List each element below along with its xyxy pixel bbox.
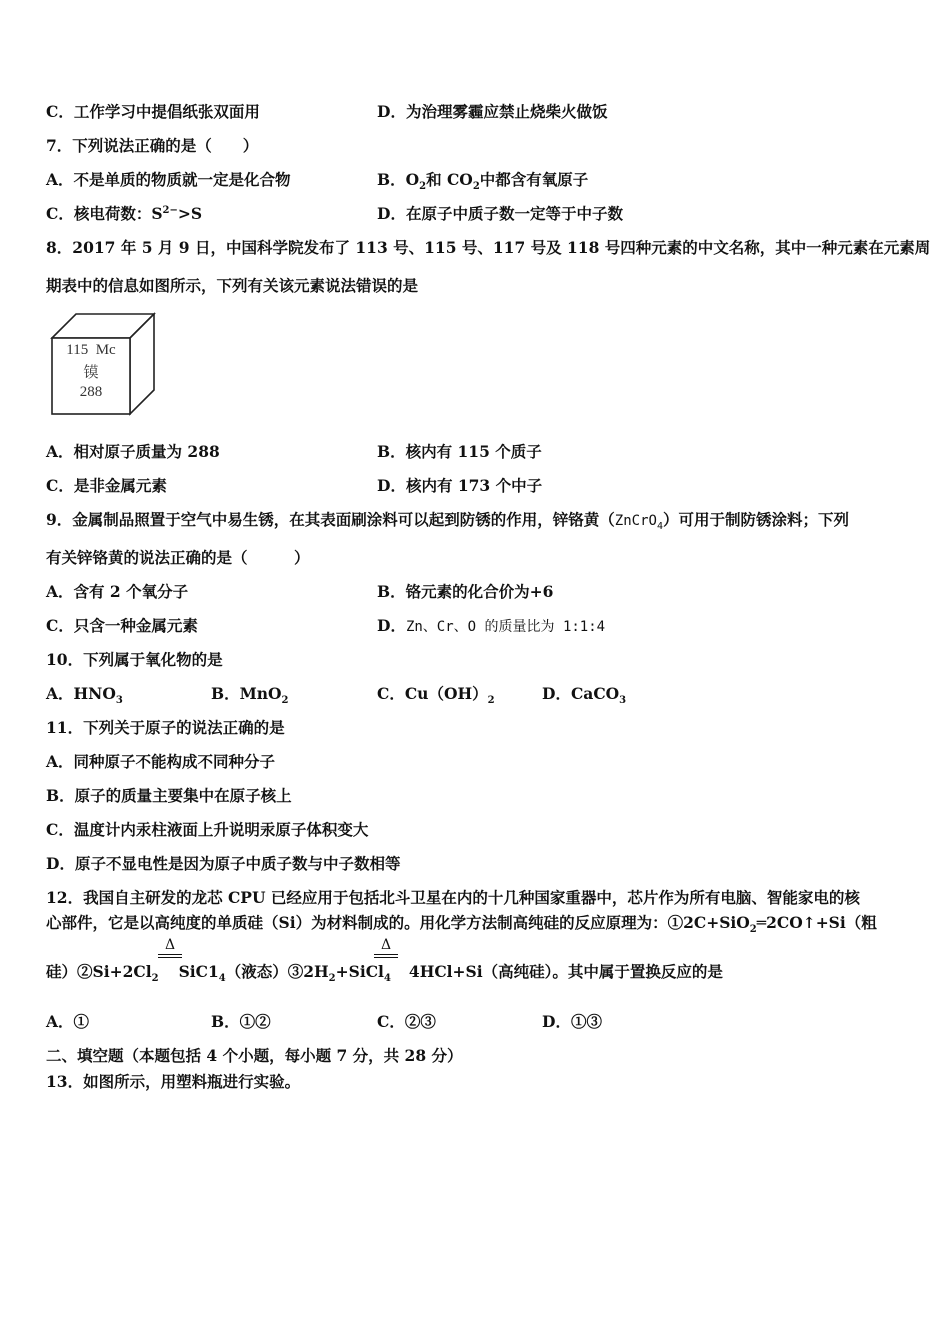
q8-option-c: C．是非金属元素 <box>46 476 167 495</box>
q11-option-b: B．原子的质量主要集中在原子核上 <box>46 786 292 805</box>
q8-stem-line2: 期表中的信息如图所示，下列有关该元素说法错误的是 <box>46 276 419 295</box>
atomic-mass: 288 <box>79 384 103 400</box>
q12-option-c: C．②③ <box>377 1012 436 1031</box>
q11-option-a: A．同种原子不能构成不同种分子 <box>46 752 276 771</box>
q7-stem: 7．下列说法正确的是（ ） <box>46 136 259 155</box>
q12-stem-line2: 心部件，它是以高纯度的单质硅（Si）为材料制成的。用化学方法制高纯硅的反应原理为：①2C+SiO$_2$═2CO↑+Si（粗 <box>46 913 877 936</box>
tile-number-symbol-row <box>52 342 130 359</box>
q9-option-b: B．铬元素的化合价为+6 <box>377 582 554 601</box>
q9-option-d: D．Zn、Cr、O 的质量比为 1:1:4 <box>377 616 606 635</box>
q11-option-c: C．温度计内汞柱液面上升说明汞原子体积变大 <box>46 820 369 839</box>
section-2-heading: 二、填空题（本题包括 4 个小题，每小题 7 分，共 28 分） <box>46 1046 463 1065</box>
q11-option-d: D．原子不显电性是因为原子中质子数与中子数相等 <box>46 854 401 873</box>
q9-stem-line1: 9．金属制品照置于空气中易生锈，在其表面刷涂料可以起到防锈的作用，锌铬黄（ZnCrO$_4$）可用于制防锈涂料；下列 <box>46 510 849 533</box>
q10-option-c: C．$Cu(OH)_2$ <box>377 684 495 707</box>
q8-option-b: B．核内有 115 个质子 <box>377 442 542 461</box>
q10-option-d: D．CaCO$_3$ <box>542 684 627 707</box>
q7-option-c: C．核电荷数：$S^{2-}>S$ <box>46 204 203 223</box>
atomic-number: 115 <box>66 342 89 358</box>
q6-option-c: C．工作学习中提倡纸张双面用 <box>46 102 260 121</box>
q12-stem-line1: 12．我国自主研发的龙芯 CPU 已经应用于包括北斗卫星在内的十几种国家重器中，芯片作为所有电脑、智能家电的核 <box>46 888 860 907</box>
q7-option-d: D．在原子中质子数一定等于中子数 <box>377 204 623 223</box>
q8-option-d: D．核内有 173 个中子 <box>377 476 543 495</box>
q12-option-d: D．①③ <box>542 1012 602 1031</box>
q8-option-a: A．相对原子质量为 288 <box>46 442 220 461</box>
q9-option-c: C．只含一种金属元素 <box>46 616 198 635</box>
q7-option-b: B．$O_2$和 $CO_2$中都含有氧原子 <box>377 170 589 193</box>
q12-option-a: A．① <box>46 1012 90 1031</box>
q9-stem-line2: 有关锌铬黄的说法正确的是（ ） <box>46 548 310 567</box>
element-name: 镆 <box>83 363 99 381</box>
q10-option-a: A．$HNO_3$ <box>46 684 123 707</box>
element-symbol: Mc <box>95 342 116 358</box>
q12-option-b: B．①② <box>211 1012 271 1031</box>
q13-stem: 13．如图所示，用塑料瓶进行实验。 <box>46 1072 301 1091</box>
q12-stem-line3: 硅）$②Si+2Cl_2$ $SiC1_4$（液态）$③2H_2+SiCl_4$ 4HCl+Si（高纯硅）。其中属于置换反应的是 <box>46 962 723 985</box>
q8-stem-line1: 8．2017 年 5 月 9 日，中国科学院发布了 113 号、115 号、117 号及 118 号四种元素的中文名称，其中一种元素在元素周 <box>46 238 931 257</box>
q9-option-a: A．含有 2 个氧分子 <box>46 582 189 601</box>
element-tile-text <box>52 342 130 401</box>
q11-stem: 11．下列关于原子的说法正确的是 <box>46 718 285 737</box>
q10-option-b: B．MnO$_2$ <box>211 684 289 707</box>
reaction-3-heat-sign: Δ <box>374 937 398 958</box>
q10-stem: 10．下列属于氧化物的是 <box>46 650 223 669</box>
reaction-2-heat-sign: Δ <box>158 937 182 958</box>
q6-option-d: D．为治理雾霾应禁止烧柴火做饭 <box>377 102 608 121</box>
q7-option-a: A．不是单质的物质就一定是化合物 <box>46 170 291 189</box>
